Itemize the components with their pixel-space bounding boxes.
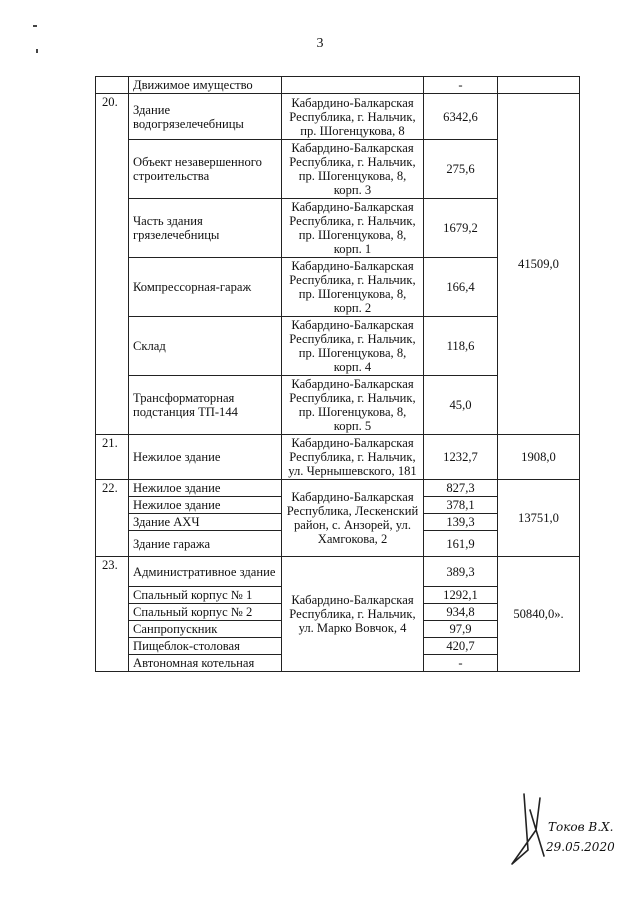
property-address: Кабардино-Балкарская Республика, г. Нальчик, пр. Шогенцукова, 8, корп. 5 bbox=[282, 376, 424, 435]
total-area: 50840,0». bbox=[498, 557, 580, 672]
property-area: 1232,7 bbox=[424, 435, 498, 480]
property-area: - bbox=[424, 655, 498, 672]
property-address: Кабардино-Балкарская Республика, г. Нальчик, ул. Марко Вовчок, 4 bbox=[282, 557, 424, 672]
property-name: Спальный корпус № 2 bbox=[129, 604, 282, 621]
property-area: - bbox=[424, 77, 498, 94]
property-address: Кабардино-Балкарская Республика, г. Нальчик, пр. Шогенцукова, 8, корп. 1 bbox=[282, 199, 424, 258]
property-name: Спальный корпус № 1 bbox=[129, 587, 282, 604]
property-address: Кабардино-Балкарская Республика, г. Нальчик, пр. Шогенцукова, 8, корп. 2 bbox=[282, 258, 424, 317]
property-area: 275,6 bbox=[424, 140, 498, 199]
property-name: Санпропускник bbox=[129, 621, 282, 638]
property-area: 45,0 bbox=[424, 376, 498, 435]
property-name: Склад bbox=[129, 317, 282, 376]
table-row bbox=[96, 557, 580, 587]
property-name: Здание водогрязелечебницы bbox=[129, 94, 282, 140]
property-table bbox=[95, 76, 580, 672]
total-area: 41509,0 bbox=[498, 94, 580, 435]
property-area: 166,4 bbox=[424, 258, 498, 317]
row-number bbox=[96, 77, 129, 94]
property-name: Трансформаторная подстанция ТП-144 bbox=[129, 376, 282, 435]
property-address: Кабардино-Балкарская Республика, Лескенский район, с. Анзорей, ул. Хамгокова, 2 bbox=[282, 480, 424, 557]
property-area: 139,3 bbox=[424, 514, 498, 531]
property-name: Нежилое здание bbox=[129, 480, 282, 497]
property-area: 934,8 bbox=[424, 604, 498, 621]
property-name: Здание АХЧ bbox=[129, 514, 282, 531]
property-area: 118,6 bbox=[424, 317, 498, 376]
property-area: 827,3 bbox=[424, 480, 498, 497]
row-number: 21. bbox=[96, 435, 129, 480]
property-address: Кабардино-Балкарская Республика, г. Нальчик, пр. Шогенцукова, 8 bbox=[282, 94, 424, 140]
property-name: Здание гаража bbox=[129, 531, 282, 557]
property-area: 6342,6 bbox=[424, 94, 498, 140]
property-name: Объект незавершенного строительства bbox=[129, 140, 282, 199]
property-area: 420,7 bbox=[424, 638, 498, 655]
total-area bbox=[498, 77, 580, 94]
total-area: 1908,0 bbox=[498, 435, 580, 480]
page-number: 3 bbox=[316, 36, 324, 51]
table-row bbox=[96, 480, 580, 497]
property-name: Автономная котельная bbox=[129, 655, 282, 672]
property-area: 97,9 bbox=[424, 621, 498, 638]
row-number: 22. bbox=[96, 480, 129, 557]
property-area: 389,3 bbox=[424, 557, 498, 587]
property-name: Движимое имущество bbox=[129, 77, 282, 94]
property-name: Часть здания грязелечебницы bbox=[129, 199, 282, 258]
row-number: 20. bbox=[96, 94, 129, 435]
property-area: 378,1 bbox=[424, 497, 498, 514]
row-number: 23. bbox=[96, 557, 129, 672]
property-name: Пищеблок-столовая bbox=[129, 638, 282, 655]
signature bbox=[500, 790, 620, 870]
property-address: Кабардино-Балкарская Республика, г. Нальчик, ул. Чернышевского, 181 bbox=[282, 435, 424, 480]
property-name: Нежилое здание bbox=[129, 435, 282, 480]
property-address bbox=[282, 77, 424, 94]
scan-mark-top bbox=[33, 25, 37, 27]
property-address: Кабардино-Балкарская Республика, г. Нальчик, пр. Шогенцукова, 8, корп. 4 bbox=[282, 317, 424, 376]
table-row bbox=[96, 77, 580, 94]
total-area: 13751,0 bbox=[498, 480, 580, 557]
property-area: 161,9 bbox=[424, 531, 498, 557]
property-area: 1292,1 bbox=[424, 587, 498, 604]
property-area: 1679,2 bbox=[424, 199, 498, 258]
signature-name: Токов В.Х. bbox=[548, 820, 614, 834]
property-address: Кабардино-Балкарская Республика, г. Нальчик, пр. Шогенцукова, 8, корп. 3 bbox=[282, 140, 424, 199]
table-row bbox=[96, 94, 580, 140]
property-name: Нежилое здание bbox=[129, 497, 282, 514]
property-name: Административное здание bbox=[129, 557, 282, 587]
table-row bbox=[96, 435, 580, 480]
signature-date: 29.05.2020 bbox=[546, 840, 615, 854]
property-name: Компрессорная-гараж bbox=[129, 258, 282, 317]
